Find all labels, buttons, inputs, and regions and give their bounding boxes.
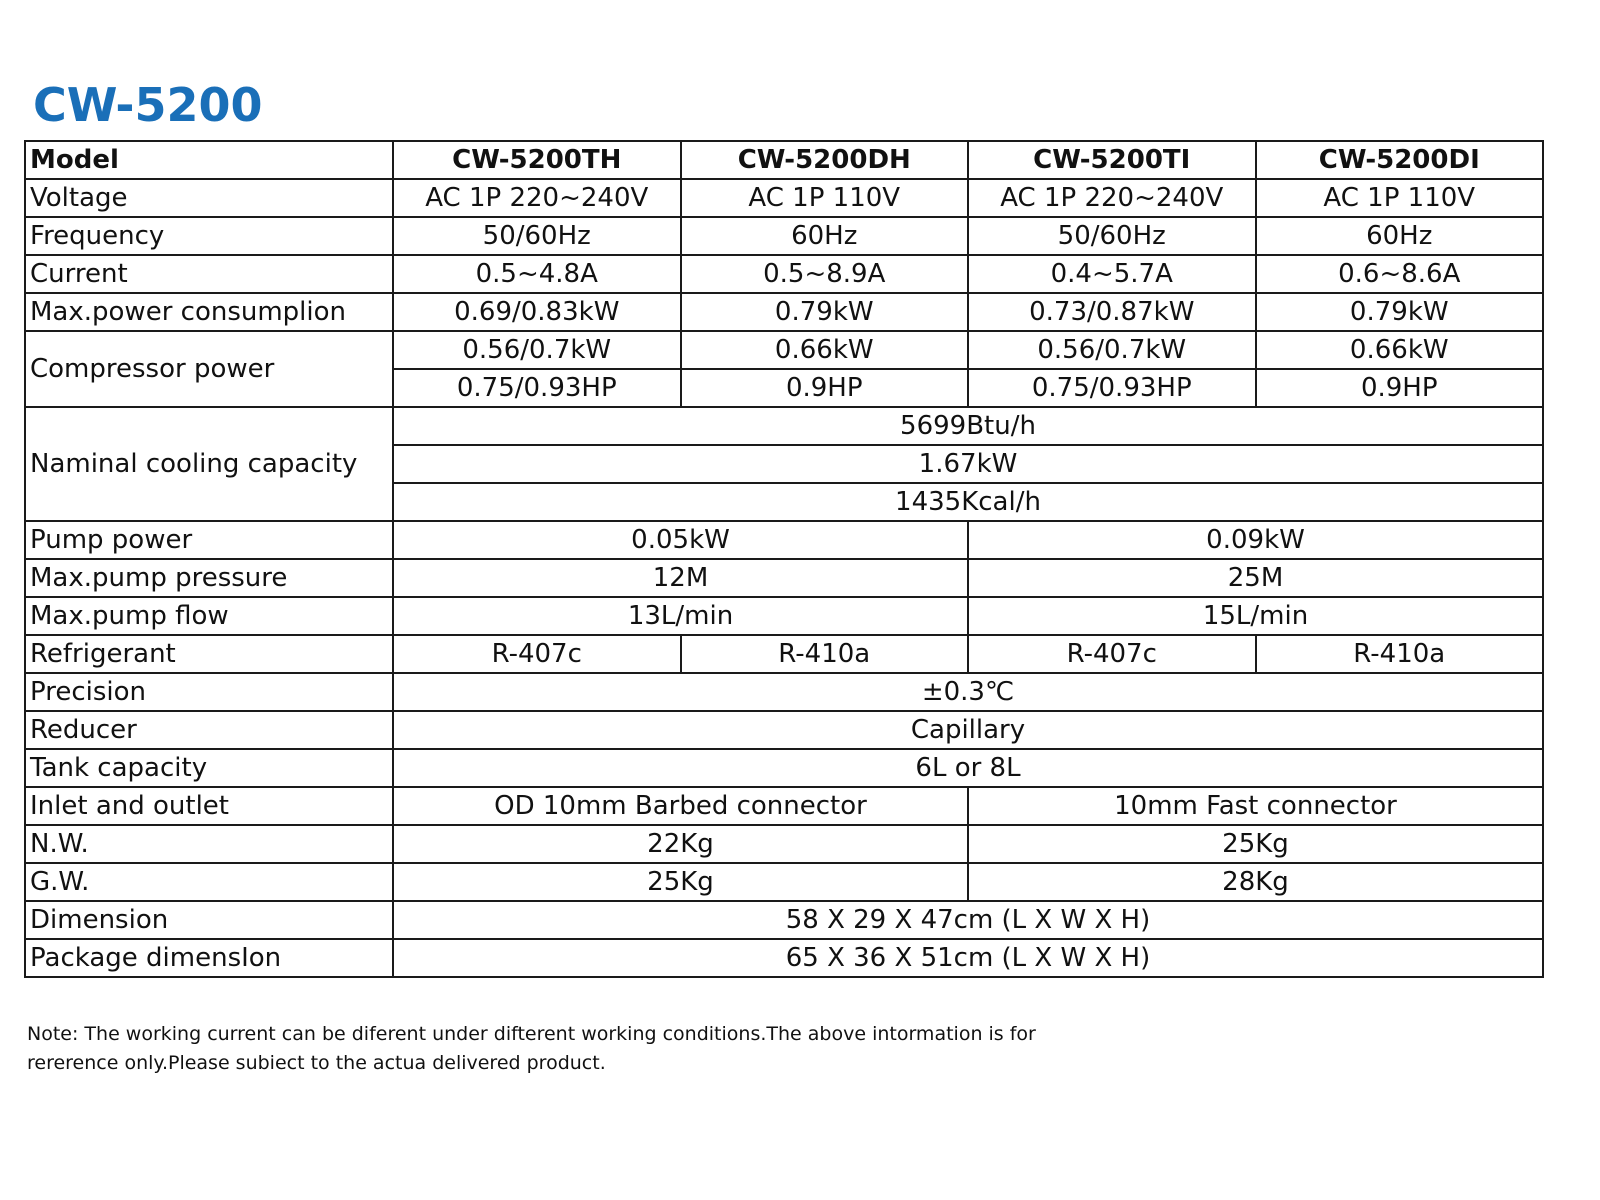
nw-cell: 25Kg xyxy=(968,825,1543,863)
current-cell: 0.5~4.8A xyxy=(393,255,681,293)
frequency-cell: 50/60Hz xyxy=(393,217,681,255)
table-row-current xyxy=(25,255,1543,293)
pump-pressure-cell: 12M xyxy=(393,559,968,597)
refrigerant-cell: R-410a xyxy=(1256,635,1544,673)
row-label-compressor: Compressor power xyxy=(25,331,393,407)
compressor-hp-cell: 0.75/0.93HP xyxy=(968,369,1256,407)
refrigerant-cell: R-410a xyxy=(681,635,969,673)
compressor-hp-cell: 0.9HP xyxy=(1256,369,1544,407)
compressor-kw-cell: 0.56/0.7kW xyxy=(393,331,681,369)
pump-power-cell: 0.05kW xyxy=(393,521,968,559)
table-row-dimension xyxy=(25,901,1543,939)
current-cell: 0.6~8.6A xyxy=(1256,255,1544,293)
model-header-th: CW-5200TH xyxy=(393,141,681,179)
footnote xyxy=(27,1020,1087,1078)
max-power-cell: 0.79kW xyxy=(681,293,969,331)
pump-pressure-cell: 25M xyxy=(968,559,1543,597)
table-row-gw xyxy=(25,863,1543,901)
row-label-max-power: Max.power consumplion xyxy=(25,293,393,331)
table-row-voltage xyxy=(25,179,1543,217)
row-label-model: Model xyxy=(25,141,393,179)
tank-cell: 6L or 8L xyxy=(393,749,1543,787)
page-title: CW-5200 xyxy=(33,78,263,132)
compressor-kw-cell: 0.56/0.7kW xyxy=(968,331,1256,369)
pump-flow-cell: 13L/min xyxy=(393,597,968,635)
reducer-cell: Capillary xyxy=(393,711,1543,749)
max-power-cell: 0.79kW xyxy=(1256,293,1544,331)
table-row-refrigerant xyxy=(25,635,1543,673)
inlet-cell: OD 10mm Barbed connector xyxy=(393,787,968,825)
nw-cell: 22Kg xyxy=(393,825,968,863)
footnote-line: Note: The working current can be diferent under difterent working conditions.The above intormation is for xyxy=(27,1023,1036,1045)
max-power-cell: 0.69/0.83kW xyxy=(393,293,681,331)
voltage-cell: AC 1P 110V xyxy=(1256,179,1544,217)
row-label-current: Current xyxy=(25,255,393,293)
pump-flow-cell: 15L/min xyxy=(968,597,1543,635)
cooling-btu-cell: 5699Btu/h xyxy=(393,407,1543,445)
voltage-cell: AC 1P 220~240V xyxy=(968,179,1256,217)
spec-table xyxy=(24,140,1544,978)
model-header-ti: CW-5200TI xyxy=(968,141,1256,179)
row-label-refrigerant: Refrigerant xyxy=(25,635,393,673)
voltage-cell: AC 1P 110V xyxy=(681,179,969,217)
compressor-kw-cell: 0.66kW xyxy=(1256,331,1544,369)
row-label-cooling: Naminal cooling capacity xyxy=(25,407,393,521)
model-header-dh: CW-5200DH xyxy=(681,141,969,179)
cooling-kcal-cell: 1435Kcal/h xyxy=(393,483,1543,521)
compressor-hp-cell: 0.75/0.93HP xyxy=(393,369,681,407)
row-label-inlet: Inlet and outlet xyxy=(25,787,393,825)
table-row-pump-power xyxy=(25,521,1543,559)
refrigerant-cell: R-407c xyxy=(968,635,1256,673)
table-row-compressor-kw xyxy=(25,331,1543,369)
table-row-model xyxy=(25,141,1543,179)
table-row-pump-pressure xyxy=(25,559,1543,597)
compressor-kw-cell: 0.66kW xyxy=(681,331,969,369)
model-header-di: CW-5200DI xyxy=(1256,141,1544,179)
footnote-line: rererence only.Please subiect to the actua delivered product. xyxy=(27,1052,606,1074)
table-row-precision xyxy=(25,673,1543,711)
row-label-nw: N.W. xyxy=(25,825,393,863)
max-power-cell: 0.73/0.87kW xyxy=(968,293,1256,331)
row-label-precision: Precision xyxy=(25,673,393,711)
row-label-gw: G.W. xyxy=(25,863,393,901)
table-row-pump-flow xyxy=(25,597,1543,635)
table-row-tank xyxy=(25,749,1543,787)
frequency-cell: 60Hz xyxy=(1256,217,1544,255)
row-label-dimension: Dimension xyxy=(25,901,393,939)
inlet-cell: 10mm Fast connector xyxy=(968,787,1543,825)
table-row-reducer xyxy=(25,711,1543,749)
package-cell: 65 X 36 X 51cm (L X W X H) xyxy=(393,939,1543,977)
table-row-nw xyxy=(25,825,1543,863)
current-cell: 0.4~5.7A xyxy=(968,255,1256,293)
table-row-package xyxy=(25,939,1543,977)
row-label-pump-pressure: Max.pump pressure xyxy=(25,559,393,597)
gw-cell: 28Kg xyxy=(968,863,1543,901)
dimension-cell: 58 X 29 X 47cm (L X W X H) xyxy=(393,901,1543,939)
table-row-frequency xyxy=(25,217,1543,255)
row-label-pump-power: Pump power xyxy=(25,521,393,559)
frequency-cell: 60Hz xyxy=(681,217,969,255)
voltage-cell: AC 1P 220~240V xyxy=(393,179,681,217)
row-label-package: Package dimensIon xyxy=(25,939,393,977)
row-label-frequency: Frequency xyxy=(25,217,393,255)
gw-cell: 25Kg xyxy=(393,863,968,901)
table-row-max-power xyxy=(25,293,1543,331)
refrigerant-cell: R-407c xyxy=(393,635,681,673)
current-cell: 0.5~8.9A xyxy=(681,255,969,293)
compressor-hp-cell: 0.9HP xyxy=(681,369,969,407)
row-label-voltage: Voltage xyxy=(25,179,393,217)
row-label-tank: Tank capacity xyxy=(25,749,393,787)
pump-power-cell: 0.09kW xyxy=(968,521,1543,559)
frequency-cell: 50/60Hz xyxy=(968,217,1256,255)
table-row-inlet xyxy=(25,787,1543,825)
table-row-cooling-btu xyxy=(25,407,1543,445)
precision-cell: ±0.3℃ xyxy=(393,673,1543,711)
cooling-kw-cell: 1.67kW xyxy=(393,445,1543,483)
row-label-pump-flow: Max.pump flow xyxy=(25,597,393,635)
row-label-reducer: Reducer xyxy=(25,711,393,749)
